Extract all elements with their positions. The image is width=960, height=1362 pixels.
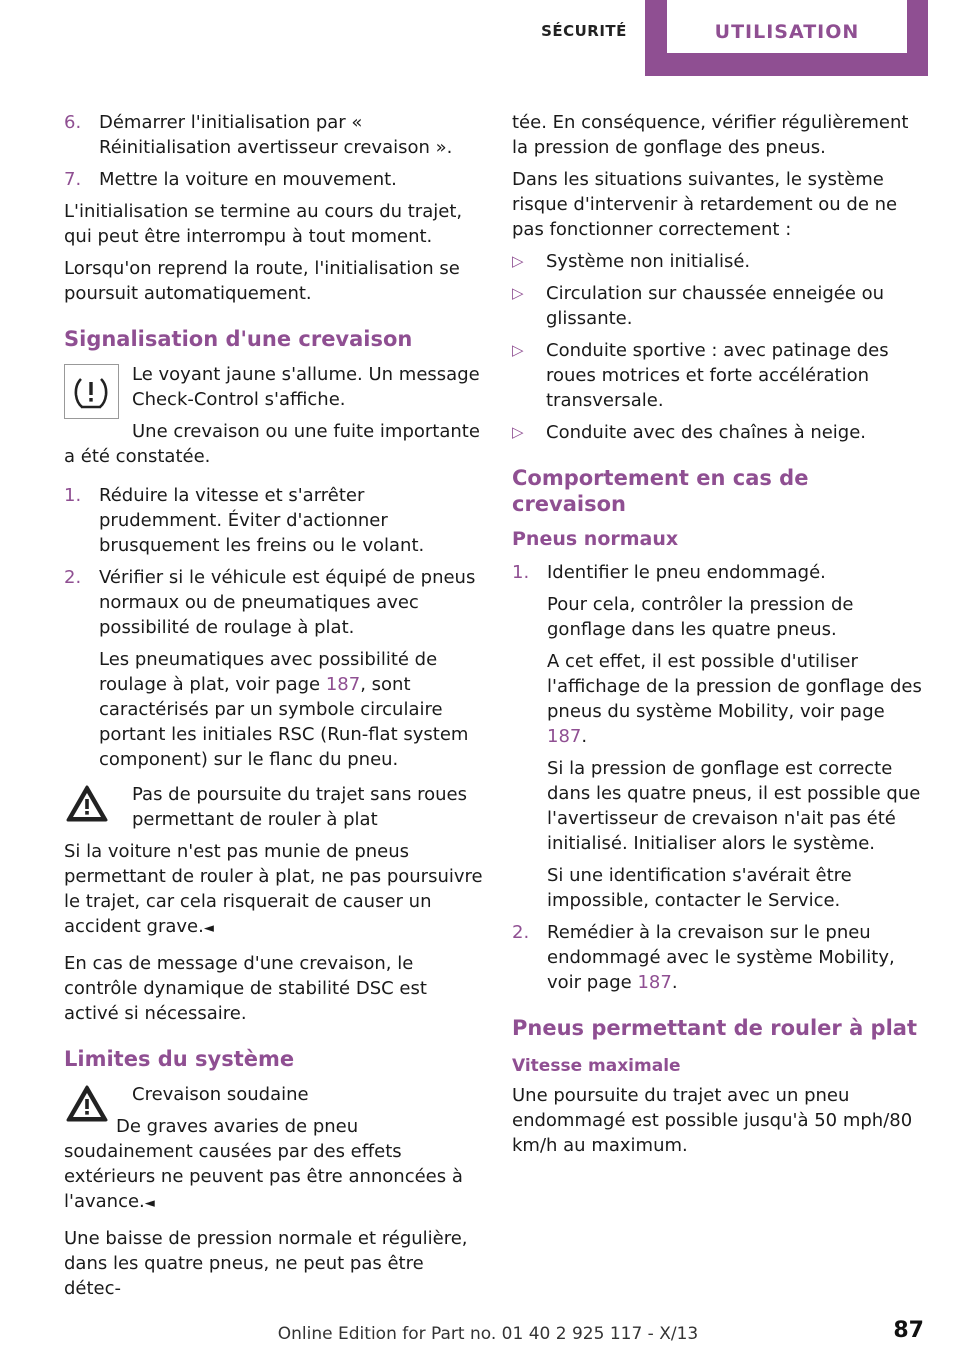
step-number: 1. xyxy=(512,562,530,583)
heading-comportement: Comportement en cas de crevaison xyxy=(512,466,809,516)
heading-signalisation: Signalisation d'une crevaison xyxy=(64,327,413,351)
left-column xyxy=(64,110,484,1308)
chapter-tab xyxy=(645,0,928,76)
step-number: 2. xyxy=(64,567,82,588)
list-item-text: Circulation sur chaussée enneigée ou glissante. xyxy=(546,283,885,329)
step-1 xyxy=(512,560,928,585)
step-7 xyxy=(64,167,484,192)
indicator-block xyxy=(64,362,484,412)
warning-block xyxy=(64,1082,484,1107)
step-number: 7. xyxy=(64,169,82,190)
list-item xyxy=(512,281,928,331)
list-item-text: Conduite sportive : avec patinage des roues motrices et forte accélération transversale. xyxy=(546,340,889,411)
step-detail: Si une identification s'avérait être impossible, contacter le Service. xyxy=(547,865,852,911)
heading-limites: Limites du système xyxy=(64,1047,295,1071)
text-fragment: A cet effet, il est possible d'utiliser l'affichage de la pression de gonflage des pneus du système Mobility, voir page xyxy=(547,651,922,722)
bullet-triangle-icon: ▷ xyxy=(512,284,524,302)
indicator-text: Le voyant jaune s'allume. Un message Check-Control s'affiche. xyxy=(132,364,480,410)
paragraph: Une crevaison ou une fuite importante a été constatée. xyxy=(64,421,480,467)
page-link[interactable]: 187 xyxy=(325,674,361,695)
list-item-text: Système non initialisé. xyxy=(546,251,751,272)
warning-triangle-icon xyxy=(64,1082,110,1128)
bullet-triangle-icon: ▷ xyxy=(512,423,524,441)
step-number: 1. xyxy=(64,485,82,506)
step-number: 2. xyxy=(512,922,530,943)
paragraph: Une baisse de pression normale et régulière, dans les quatre pneus, ne peut pas être détec- xyxy=(64,1228,468,1299)
list-item-text: Conduite avec des chaînes à neige. xyxy=(546,422,867,443)
paragraph: L'initialisation se termine au cours du trajet, qui peut être interrompu à tout moment. xyxy=(64,201,463,247)
step-text: Démarrer l'initialisation par « Réinitialisation avertisseur crevaison ». xyxy=(99,112,453,158)
chapter-label: UTILISATION xyxy=(667,0,907,53)
tire-pressure-warning-icon xyxy=(64,364,119,419)
warning-body xyxy=(64,839,484,941)
step-2 xyxy=(512,920,928,995)
text-fragment: , sont caractérisés par un symbole circulaire portant les initiales RSC (Run-flat system component) sur le flanc du pneu. xyxy=(99,674,469,770)
text-fragment: Les pneumatiques avec possibilité de roulage à plat, voir page xyxy=(99,649,438,695)
step-text: Identifier le pneu endommagé. xyxy=(547,562,826,583)
step-1 xyxy=(64,483,484,558)
right-column xyxy=(512,110,928,1165)
step-detail xyxy=(512,649,928,749)
warning-title: Pas de poursuite du trajet sans roues permettant de rouler à plat xyxy=(132,784,467,830)
warning-block xyxy=(64,782,484,832)
heading-vitesse: Vitesse maximale xyxy=(512,1056,681,1076)
end-mark: ◄ xyxy=(144,1196,155,1211)
heading-pneus-normaux: Pneus normaux xyxy=(512,528,679,550)
text-fragment: . xyxy=(581,726,588,747)
step-text: Réduire la vitesse et s'arrêter prudemment. Éviter d'actionner brusquement les freins ou le volant. xyxy=(99,485,425,556)
text-fragment: . xyxy=(671,972,678,993)
step-text: Vérifier si le véhicule est équipé de pneus normaux ou de pneumatiques avec possibilité de roulage à plat. xyxy=(99,567,476,638)
paragraph: En cas de message d'une crevaison, le contrôle dynamique de stabilité DSC est activé si nécessaire. xyxy=(64,953,427,1024)
paragraph: Une poursuite du trajet avec un pneu endommagé est possible jusqu'à 50 mph/80 km/h au maximum. xyxy=(512,1085,913,1156)
page-link[interactable]: 187 xyxy=(637,972,672,993)
paragraph: Dans les situations suivantes, le système risque d'intervenir à retardement ou de ne pas fonctionner correctement : xyxy=(512,169,898,240)
step-2 xyxy=(64,565,484,640)
list-item xyxy=(512,338,928,413)
page-link[interactable]: 187 xyxy=(547,726,582,747)
step-6 xyxy=(64,110,484,160)
step-detail: Pour cela, contrôler la pression de gonflage dans les quatre pneus. xyxy=(547,594,854,640)
list-item xyxy=(512,249,928,274)
section-label: SÉCURITÉ xyxy=(541,22,627,40)
list-item xyxy=(512,420,928,445)
page-header xyxy=(0,0,960,80)
warning-title: Crevaison soudaine xyxy=(132,1084,309,1105)
bullet-triangle-icon: ▷ xyxy=(512,252,524,270)
page-footer xyxy=(0,1314,960,1354)
bullet-triangle-icon: ▷ xyxy=(512,341,524,359)
step-2-detail xyxy=(64,647,484,772)
text-fragment: De graves avaries de pneu soudainement causées par des effets extérieurs ne peuvent pas être annoncées à l'avance. xyxy=(64,1116,463,1212)
step-text: Mettre la voiture en mouvement. xyxy=(99,169,397,190)
heading-runflat: Pneus permettant de rouler à plat xyxy=(512,1016,917,1040)
text-fragment: Si la voiture n'est pas munie de pneus permettant de rouler à plat, ne pas poursuivre le trajet, car cela risquerait de causer un accident grave. xyxy=(64,841,483,937)
warning-triangle-icon xyxy=(64,782,110,828)
step-detail: Si la pression de gonflage est correcte dans les quatre pneus, il est possible que l'avertisseur de crevaison n'ait pas été initialisé. Initialiser alors le système. xyxy=(547,758,921,854)
warning-body xyxy=(64,1114,484,1216)
step-number: 6. xyxy=(64,112,82,133)
paragraph: Lorsqu'on reprend la route, l'initialisation se poursuit automatiquement. xyxy=(64,258,460,304)
text-fragment: Remédier à la crevaison sur le pneu endommagé avec le système Mobility, voir page xyxy=(547,922,895,993)
page-number: 87 xyxy=(893,1318,924,1343)
paragraph: tée. En conséquence, vérifier régulièrement la pression de gonflage des pneus. xyxy=(512,112,909,158)
edition-text: Online Edition for Part no. 01 40 2 925 117 - X/13 xyxy=(277,1324,699,1344)
end-mark: ◄ xyxy=(203,921,214,936)
